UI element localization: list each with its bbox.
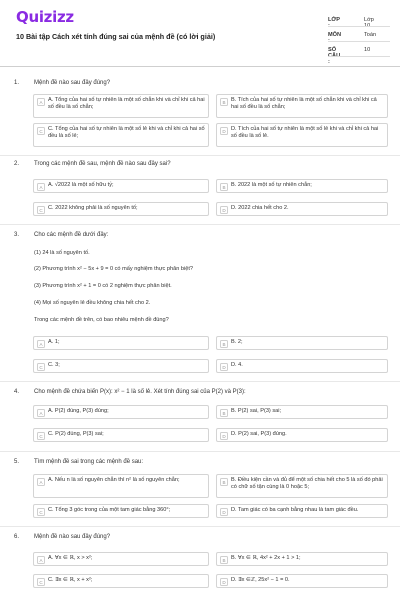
option-a[interactable]: [33, 179, 209, 193]
option-text: A. Nếu n là số nguyên chẵn thì n² là số nguyên chẵn;: [48, 477, 180, 483]
option-d[interactable]: [216, 123, 388, 147]
option-c[interactable]: [33, 504, 209, 518]
option-text: C. Tổng của hai số tự nhiên là một số lẻ khi và chỉ khi cả hai số đều là số lẻ;: [48, 126, 205, 140]
option-d[interactable]: [216, 359, 388, 373]
question-number: 1.: [14, 80, 20, 86]
option-b[interactable]: [216, 179, 388, 193]
question-text: Mệnh đề nào sau đây đúng?: [34, 534, 111, 540]
meta-class-value: Lớp 10: [364, 17, 374, 29]
option-a[interactable]: [33, 94, 209, 118]
option-text: A. P(2) đúng, P(3) đúng;: [48, 408, 109, 414]
question-divider: [0, 451, 400, 452]
option-letter-badge: A: [37, 409, 45, 417]
option-b[interactable]: [216, 94, 388, 118]
option-letter-badge: C: [37, 508, 45, 516]
option-text: B. Điều kiện cần và đủ để một số chia hết cho 5 là số đó phải có chữ số tận cùng là 0 hoặc 5;: [231, 477, 383, 491]
question-text: Tìm mệnh đề sai trong các mệnh đề sau:: [34, 459, 144, 465]
option-c[interactable]: [33, 428, 209, 442]
option-d[interactable]: [216, 202, 388, 216]
option-text: B. ∀x ∈ ℝ, 4x² + 2x + 1 > 1;: [231, 555, 301, 561]
option-letter-badge: A: [37, 183, 45, 191]
question-divider: [0, 381, 400, 382]
question-divider: [0, 155, 400, 156]
option-d[interactable]: [216, 574, 388, 588]
option-text: D. Tích của hai số tự nhiên là một số lẻ khi và chỉ khi cả hai số đều là số lẻ.: [231, 126, 379, 140]
option-b[interactable]: [216, 405, 388, 419]
option-letter-badge: A: [37, 340, 45, 348]
option-b[interactable]: [216, 336, 388, 350]
question-divider: [0, 224, 400, 225]
option-letter-badge: A: [37, 98, 45, 106]
option-text: C. P(2) đúng, P(3) sai;: [48, 431, 104, 437]
question-number: 5.: [14, 459, 20, 465]
question-divider: [0, 526, 400, 527]
option-text: C. Tổng 3 góc trong của một tam giác bằng 360°;: [48, 507, 171, 513]
divider: [328, 26, 390, 27]
option-letter-badge: A: [37, 478, 45, 486]
divider: [328, 41, 390, 42]
header-divider: [0, 66, 400, 67]
option-letter-badge: D: [220, 206, 228, 214]
option-letter-badge: C: [37, 363, 45, 371]
option-letter-badge: B: [220, 340, 228, 348]
option-text: D. P(2) sai, P(3) đúng.: [231, 431, 287, 437]
option-a[interactable]: [33, 552, 209, 566]
option-letter-badge: B: [220, 98, 228, 106]
option-text: B. 2022 là một số tự nhiên chẵn;: [231, 182, 312, 188]
question-text: Mệnh đề nào sau đây đúng?: [34, 80, 111, 86]
meta-subject-label: MÔN :: [328, 32, 342, 44]
statement-line: Trong các mệnh đề trên, có bao nhiêu mệnh đề đúng?: [34, 317, 169, 323]
option-text: A. ∀x ∈ ℝ, x > x²;: [48, 555, 93, 561]
meta-count-value: 10: [364, 47, 371, 53]
meta-count-label: SỐ CÂU :: [328, 47, 341, 65]
page-header: [0, 0, 400, 66]
option-text: A. 1;: [48, 339, 60, 345]
option-letter-badge: A: [37, 556, 45, 564]
option-text: D. 4.: [231, 362, 243, 368]
option-letter-badge: B: [220, 409, 228, 417]
question-text: Trong các mệnh đề sau, mệnh đề nào sau đây sai?: [34, 161, 171, 167]
option-letter-badge: D: [220, 363, 228, 371]
option-b[interactable]: [216, 474, 388, 498]
option-text: D. 2022 chia hết cho 2.: [231, 205, 289, 211]
option-letter-badge: C: [37, 127, 45, 135]
option-letter-badge: C: [37, 206, 45, 214]
option-c[interactable]: [33, 574, 209, 588]
quizizz-logo: Quizizz: [16, 8, 74, 26]
option-text: B. P(2) sai, P(3) sai;: [231, 408, 282, 414]
statement-line: (2) Phương trình x² − 5x + 9 = 0 có mấy nghiệm thực phân biệt?: [34, 266, 194, 272]
option-d[interactable]: [216, 428, 388, 442]
question-number: 2.: [14, 161, 20, 167]
option-d[interactable]: [216, 504, 388, 518]
option-c[interactable]: [33, 202, 209, 216]
question-number: 4.: [14, 389, 20, 395]
option-text: A. Tổng của hai số tự nhiên là một số chẵn khi và chỉ khi cả hai số đều là số chẵn;: [48, 97, 205, 111]
option-a[interactable]: [33, 336, 209, 350]
question-number: 6.: [14, 534, 20, 540]
statement-line: (4) Mọi số nguyên lẻ đều không chia hết cho 2.: [34, 300, 151, 306]
statement-line: (1) 24 là số nguyên tố.: [34, 250, 90, 256]
option-text: D. Tam giác có ba cạnh bằng nhau là tam giác đều.: [231, 507, 359, 513]
option-text: C. 3;: [48, 362, 60, 368]
option-text: B. Tích của hai số tự nhiên là một số chẵn khi và chỉ khi cả hai số đều là số chẵn;: [231, 97, 377, 111]
option-letter-badge: D: [220, 432, 228, 440]
option-b[interactable]: [216, 552, 388, 566]
meta-subject-value: Toán: [364, 32, 377, 38]
divider: [328, 56, 390, 57]
option-letter-badge: B: [220, 183, 228, 191]
option-a[interactable]: [33, 405, 209, 419]
option-letter-badge: B: [220, 478, 228, 486]
option-letter-badge: C: [37, 432, 45, 440]
question-number: 3.: [14, 232, 20, 238]
question-text: Cho mệnh đề chứa biến P(x): x² − 1 là số lẻ. Xét tính đúng sai của P(2) và P(3):: [34, 389, 246, 395]
option-text: D. ∃x ∈ℤ, 25x² − 1 = 0.: [231, 577, 290, 583]
option-letter-badge: C: [37, 578, 45, 586]
option-c[interactable]: [33, 359, 209, 373]
option-letter-badge: B: [220, 556, 228, 564]
statement-line: (3) Phương trình x² + 1 = 0 có 2 nghiệm thực phân biệt.: [34, 283, 172, 289]
option-text: B. 2;: [231, 339, 243, 345]
option-text: A. √2022 là một số hữu tỷ;: [48, 182, 114, 188]
document-title: 10 Bài tập Cách xét tính đúng sai của mệnh đề (có lời giải): [16, 32, 216, 41]
option-text: C. ∃x ∈ ℝ, x + x²;: [48, 577, 93, 583]
option-text: C. 2022 không phải là số nguyên tố;: [48, 205, 138, 211]
option-letter-badge: D: [220, 127, 228, 135]
meta-class-label: LỚP :: [328, 17, 340, 29]
option-letter-badge: D: [220, 508, 228, 516]
option-c[interactable]: [33, 123, 209, 147]
option-letter-badge: D: [220, 578, 228, 586]
option-a[interactable]: [33, 474, 209, 498]
question-text: Cho các mệnh đề dưới đây:: [34, 232, 109, 238]
